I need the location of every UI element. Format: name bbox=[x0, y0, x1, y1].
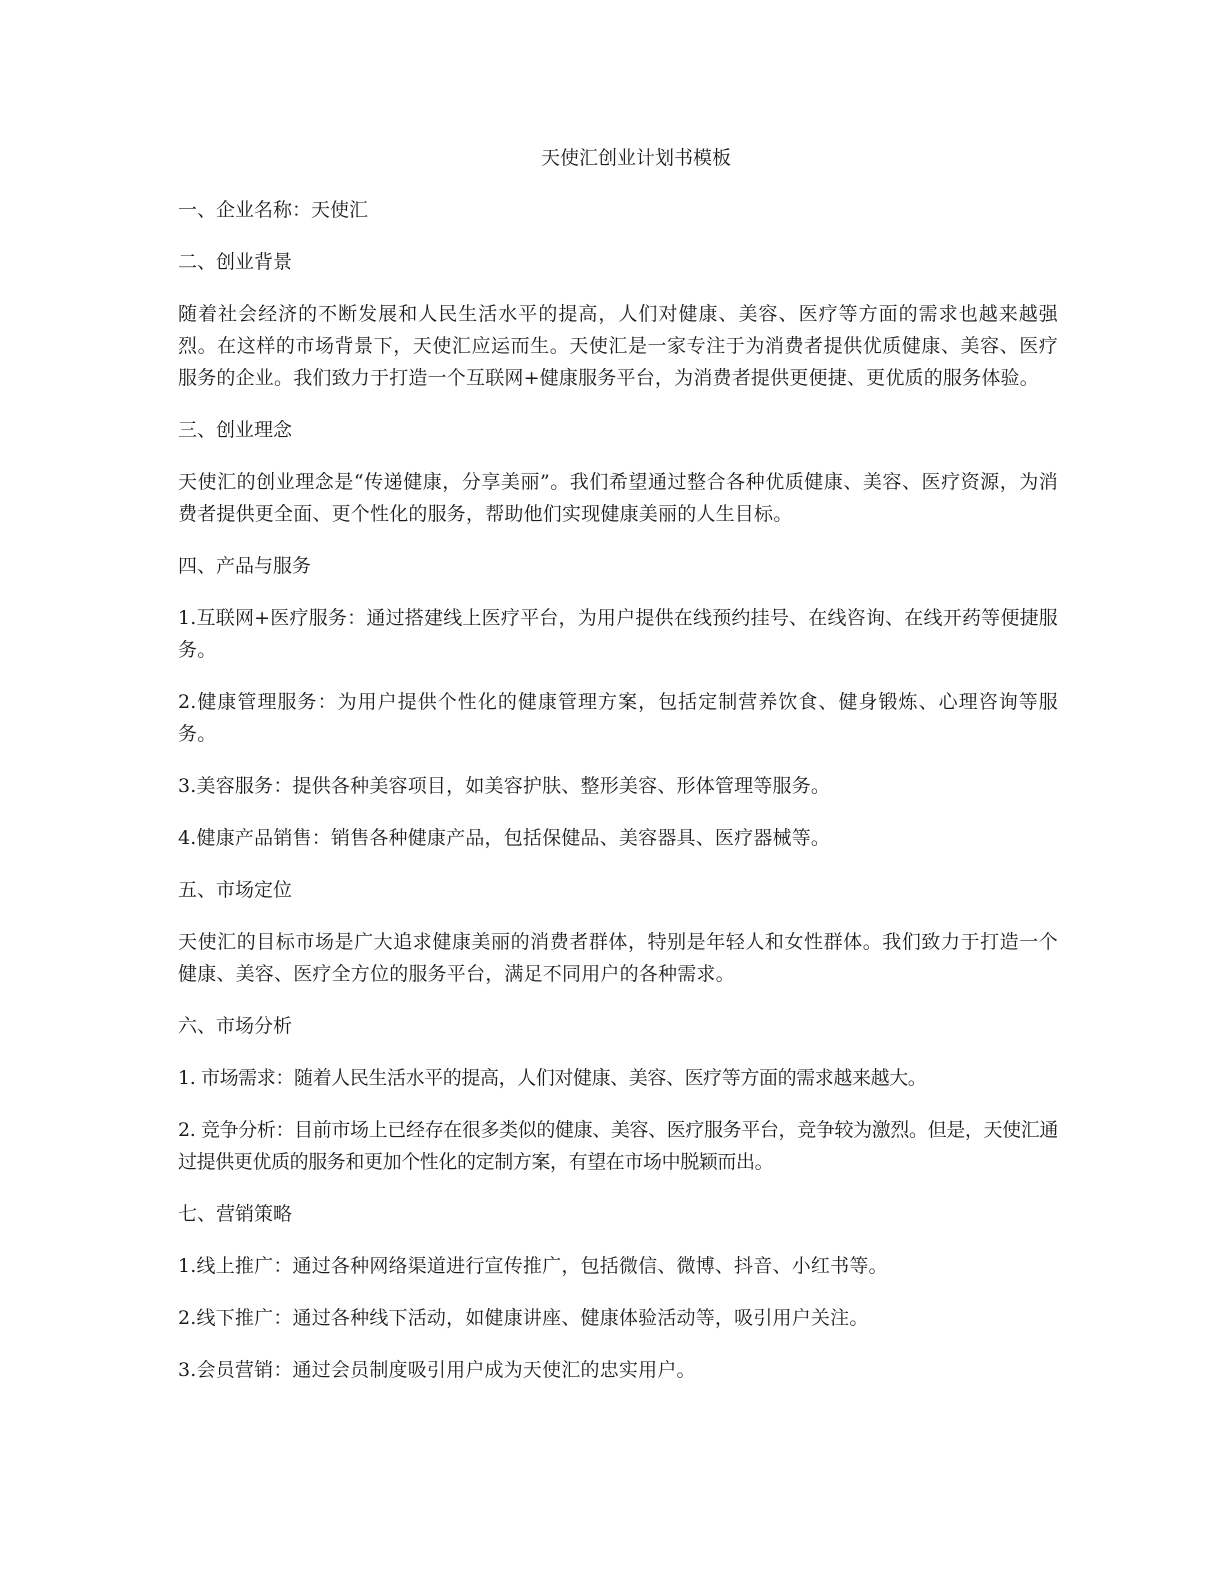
section-heading: 三、创业理念 bbox=[178, 419, 293, 441]
document-body bbox=[178, 194, 1058, 1386]
section-heading: 五、市场定位 bbox=[178, 879, 293, 901]
paragraph: 天使汇的目标市场是广大追求健康美丽的消费者群体，特别是年轻人和女性群体。我们致力于打造一个健康、美容、医疗全方位的服务平台，满足不同用户的各种需求。 bbox=[178, 931, 1058, 985]
section-heading: 四、产品与服务 bbox=[178, 555, 312, 577]
section-heading: 七、营销策略 bbox=[178, 1203, 293, 1225]
section-heading: 一、企业名称：天使汇 bbox=[178, 199, 369, 221]
paragraph: 2.线下推广：通过各种线下活动，如健康讲座、健康体验活动等，吸引用户关注。 bbox=[178, 1307, 869, 1329]
document-title: 天使汇创业计划书模板 bbox=[540, 147, 731, 169]
paragraph: 1. 市场需求：随着人民生活水平的提高，人们对健康、美容、医疗等方面的需求越来越大。 bbox=[178, 1067, 927, 1089]
paragraph: 天使汇的创业理念是“传递健康，分享美丽”。我们希望通过整合各种优质健康、美容、医疗资源，为消费者提供更全面、更个性化的服务，帮助他们实现健康美丽的人生目标。 bbox=[178, 471, 1058, 525]
section-heading: 二、创业背景 bbox=[178, 251, 293, 273]
paragraph: 1.互联网+医疗服务：通过搭建线上医疗平台，为用户提供在线预约挂号、在线咨询、在线开药等便捷服务。 bbox=[178, 607, 1058, 661]
paragraph: 4.健康产品销售：销售各种健康产品，包括保健品、美容器具、医疗器械等。 bbox=[178, 827, 831, 849]
paragraph: 3.美容服务：提供各种美容项目，如美容护肤、整形美容、形体管理等服务。 bbox=[178, 775, 831, 797]
paragraph: 随着社会经济的不断发展和人民生活水平的提高，人们对健康、美容、医疗等方面的需求也越来越强烈。在这样的市场背景下，天使汇应运而生。天使汇是一家专注于为消费者提供优质健康、美容、医疗服务的企业。我们致力于打造一个互联网+健康服务平台，为消费者提供更便捷、更优质的服务体验。 bbox=[178, 303, 1058, 389]
paragraph: 1.线上推广：通过各种网络渠道进行宣传推广，包括微信、微博、抖音、小红书等。 bbox=[178, 1255, 888, 1277]
document-page bbox=[178, 142, 1058, 1406]
paragraph: 2. 竞争分析：目前市场上已经存在很多类似的健康、美容、医疗服务平台，竞争较为激烈。但是，天使汇通过提供更优质的服务和更加个性化的定制方案，有望在市场中脱颖而出。 bbox=[178, 1119, 1058, 1173]
paragraph: 3.会员营销：通过会员制度吸引用户成为天使汇的忠实用户。 bbox=[178, 1359, 696, 1381]
section-heading: 六、市场分析 bbox=[178, 1015, 293, 1037]
paragraph: 2.健康管理服务：为用户提供个性化的健康管理方案，包括定制营养饮食、健身锻炼、心理咨询等服务。 bbox=[178, 691, 1058, 745]
